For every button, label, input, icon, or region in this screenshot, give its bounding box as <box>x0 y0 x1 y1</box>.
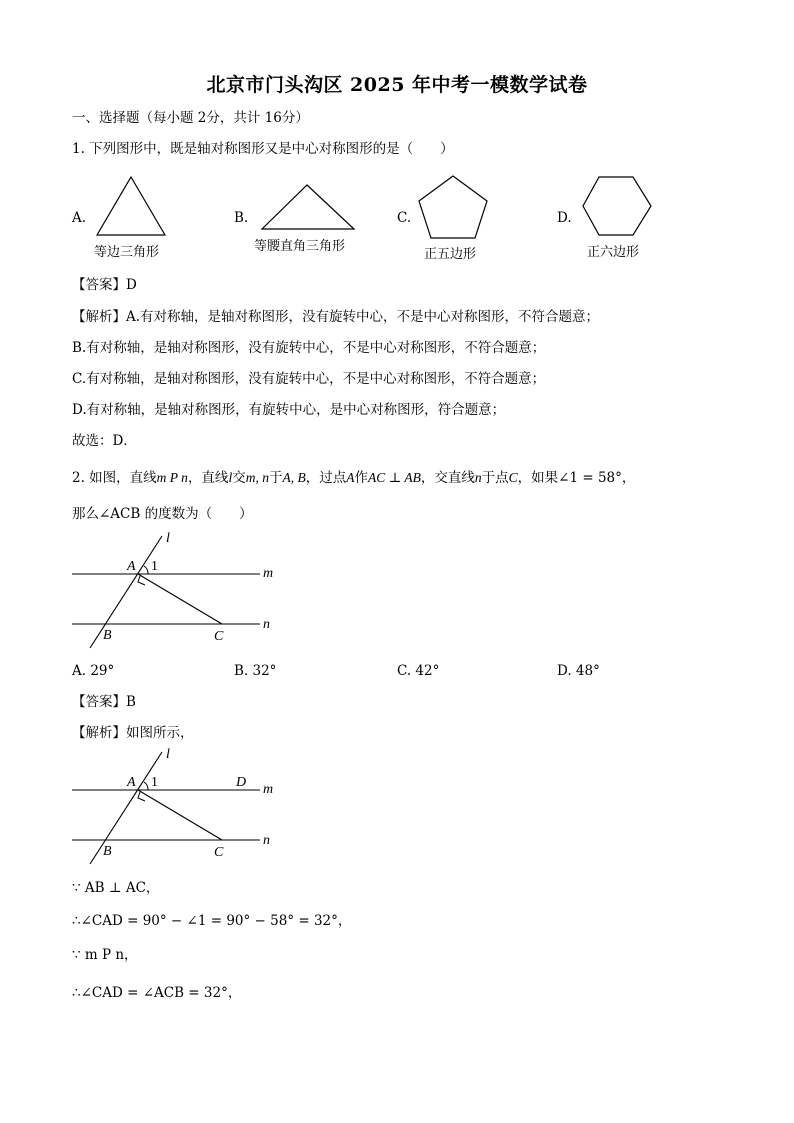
section-heading: 一、选择题（每小题 2分，共计 16分） <box>72 110 309 126</box>
q1-analysis-line: C.有对称轴，是轴对称图形，没有旋转中心，不是中心对称图形，不符合题意； <box>72 371 546 387</box>
q1-answer: 【答案】D <box>72 277 137 293</box>
line-n-label: n <box>263 617 270 632</box>
q2-step: ∵ m P n， <box>72 947 138 963</box>
line-l-label: l <box>166 531 170 546</box>
q2-option-a: A. 29° <box>72 663 115 679</box>
q2-step: ∴∠CAD = 90° − ∠1 = 90° − 58° = 32°， <box>72 913 352 929</box>
question-2-stem: 2. 如图，直线m P n，直线l交m, n于A, B，过点A作AC ⊥ AB，交直线n于点C，如果∠1 = 58°， <box>72 470 636 486</box>
q1-option-b-letter: B. <box>234 210 249 226</box>
q1-option-a-letter: A. <box>72 210 87 226</box>
q2-option-c: C. 42° <box>397 663 440 679</box>
q1-option-d-letter: D. <box>557 210 572 226</box>
angle-1-label: 1 <box>151 775 158 790</box>
line-l-label: l <box>166 747 170 762</box>
q1-option-c-letter: C. <box>397 210 412 226</box>
q2-analysis-intro: 【解析】如图所示， <box>72 725 194 741</box>
q2-answer: 【答案】B <box>72 694 136 710</box>
question-2-stem-line2: 那么∠ACB 的度数为（ ） <box>72 506 253 522</box>
angle-1-label: 1 <box>151 559 158 574</box>
q1-analysis-line: 【解析】A.有对称轴，是轴对称图形，没有旋转中心，不是中心对称图形，不符合题意； <box>72 309 600 325</box>
q1-analysis-line: D.有对称轴，是轴对称图形，有旋转中心，是中心对称图形，符合题意； <box>72 402 506 418</box>
point-c-label: C <box>214 845 224 860</box>
q1-option-b-caption: 等腰直角三角形 <box>254 239 346 254</box>
q2-option-d: D. 48° <box>557 663 600 679</box>
point-b-label: B <box>103 844 112 859</box>
regular-pentagon-figure <box>417 174 491 240</box>
point-c-label: C <box>214 629 224 644</box>
line-n-label: n <box>263 833 270 848</box>
q2-option-b: B. 32° <box>234 663 277 679</box>
parallel-lines-figure <box>70 530 290 655</box>
q1-option-d-caption: 正六边形 <box>587 245 640 260</box>
point-b-label: B <box>103 628 112 643</box>
line-m-label: m <box>263 782 274 797</box>
q2-step: ∵ AB ⊥ AC， <box>72 880 160 896</box>
q1-analysis-line: B.有对称轴，是轴对称图形，没有旋转中心，不是中心对称图形，不符合题意； <box>72 340 546 356</box>
equilateral-triangle-figure <box>95 175 170 237</box>
question-1-stem: 1. 下列图形中，既是轴对称图形又是中心对称图形的是（ ） <box>72 141 454 157</box>
q2-step: ∴∠CAD = ∠ACB = 32°， <box>72 985 242 1001</box>
point-a-label: A <box>127 775 136 790</box>
parallel-lines-analysis-figure <box>70 746 290 871</box>
point-a-label: A <box>127 559 136 574</box>
page-title: 北京市门头沟区 2025 年中考一模数学试卷 <box>206 74 588 96</box>
regular-hexagon-figure <box>581 175 653 239</box>
line-m-label: m <box>263 566 274 581</box>
q1-conclusion: 故选：D． <box>72 433 137 449</box>
q1-option-c-caption: 正五边形 <box>424 247 477 262</box>
q1-option-a-caption: 等边三角形 <box>94 245 160 260</box>
isosceles-right-triangle-figure <box>260 183 358 233</box>
point-d-label: D <box>236 775 247 790</box>
